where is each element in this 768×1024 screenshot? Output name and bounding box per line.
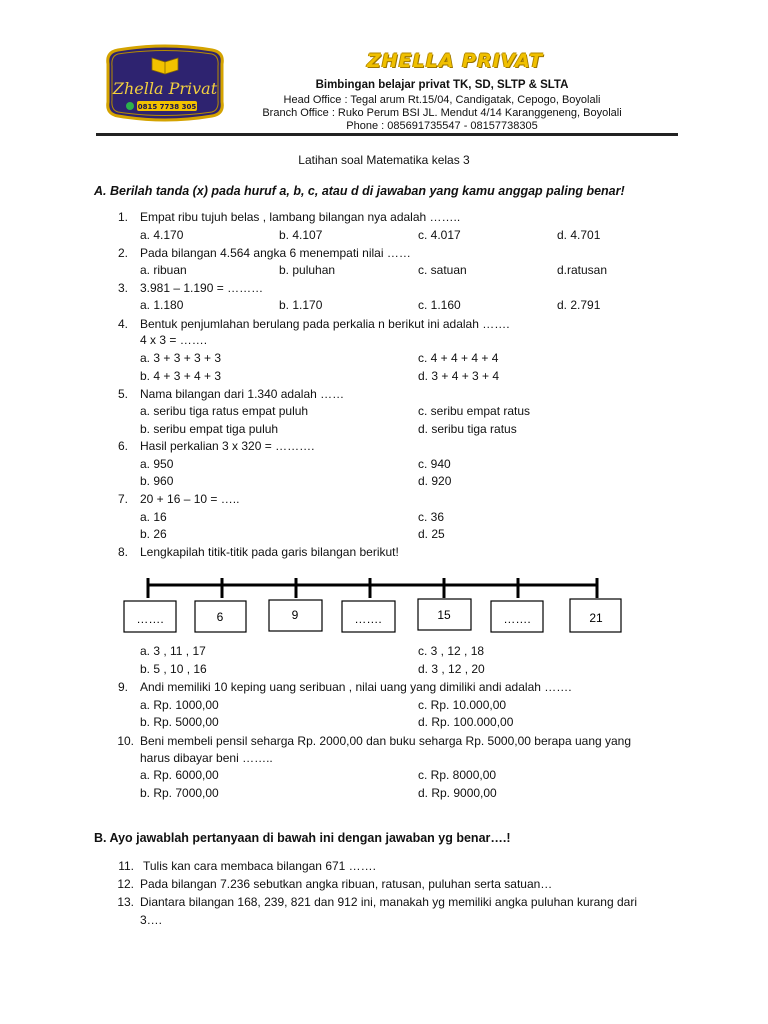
branch-office: Branch Office : Ruko Perum BSI JL. Mendut 4/14 Karanggeneng, Boyolali — [262, 107, 622, 119]
option-d: d. 920 — [418, 474, 452, 488]
number-box-label: ……. — [503, 612, 531, 626]
brand-name: ZHELLA PRIVAT — [366, 50, 544, 72]
option-a: a. ribuan — [140, 263, 187, 277]
option-d: d.ratusan — [557, 263, 608, 277]
question-text: Tulis kan cara membaca bilangan 671 ……. — [143, 859, 377, 873]
option-c: c. 36 — [418, 510, 445, 524]
question-number: 13. — [117, 895, 134, 909]
option-d: d. 3 , 12 , 20 — [418, 662, 485, 676]
question-number: 5. — [117, 387, 128, 401]
header-divider — [96, 133, 678, 136]
option-d: d. Rp. 9000,00 — [418, 786, 497, 800]
question-number: 3. — [117, 281, 128, 295]
question-text: 3.981 – 1.190 = ……… — [140, 281, 264, 295]
option-b: b. Rp. 7000,00 — [140, 786, 219, 800]
option-d: d. 2.791 — [557, 298, 601, 312]
question-number: 4. — [117, 317, 128, 331]
number-line-figure — [120, 574, 630, 636]
option-d: d. seribu tiga ratus — [418, 422, 517, 436]
option-c: c. satuan — [418, 263, 467, 277]
option-b: b. 1.170 — [279, 298, 323, 312]
option-a: a. 16 — [140, 510, 167, 524]
option-a: a. Rp. 6000,00 — [140, 768, 219, 782]
option-a: a. 4.170 — [140, 228, 184, 242]
question-number: 12. — [117, 877, 134, 891]
zhella-privat-logo — [104, 44, 226, 122]
option-c: c. 3 , 12 , 18 — [418, 644, 485, 658]
option-d: d. 3 + 4 + 3 + 4 — [418, 369, 500, 383]
option-a: a. 3 + 3 + 3 + 3 — [140, 351, 222, 365]
number-box-label: 9 — [291, 608, 299, 622]
option-c: c. 940 — [418, 457, 451, 471]
question-text: Andi memiliki 10 keping uang seribuan , nilai uang yang dimiliki andi adalah ……. — [140, 680, 572, 694]
option-c: c. Rp. 8000,00 — [418, 768, 497, 782]
option-b: b. 26 — [140, 527, 167, 541]
question-number: 10. — [117, 734, 134, 748]
question-number: 9. — [117, 680, 128, 694]
number-box-label: 6 — [216, 610, 224, 624]
question-text: Hasil perkalian 3 x 320 = ………. — [140, 439, 315, 453]
option-b: b. 5 , 10 , 16 — [140, 662, 207, 676]
option-b: b. 4 + 3 + 4 + 3 — [140, 369, 222, 383]
number-box-label: ……. — [354, 612, 382, 626]
question-number: 2. — [117, 246, 128, 260]
number-box-label: 15 — [437, 608, 451, 622]
question-text: 20 + 16 – 10 = ….. — [140, 492, 240, 506]
question-number: 6. — [117, 439, 128, 453]
question-text: Bentuk penjumlahan berulang pada perkalia n berikut ini adalah ……. — [140, 317, 510, 331]
option-a: a. 1.180 — [140, 298, 184, 312]
tagline: Bimbingan belajar privat TK, SD, SLTP & SLTA — [315, 79, 569, 91]
section-b-instruction: B. Ayo jawablah pertanyaan di bawah ini dengan jawaban yg benar….! — [94, 831, 511, 845]
question-number: 11. — [118, 859, 134, 873]
question-text: Empat ribu tujuh belas , lambang bilangan nya adalah …….. — [140, 210, 461, 224]
option-c: c. seribu empat ratus — [418, 404, 531, 418]
option-d: d. 4.701 — [557, 228, 601, 242]
number-box-label: 21 — [589, 611, 603, 625]
option-a: a. 950 — [140, 457, 174, 471]
logo-phone: 0815 7738 305 — [137, 103, 197, 111]
question-text: Pada bilangan 4.564 angka 6 menempati nilai …… — [140, 246, 411, 260]
option-a: a. 3 , 11 , 17 — [140, 644, 206, 658]
option-c: c. 1.160 — [418, 298, 461, 312]
option-b: b. Rp. 5000,00 — [140, 715, 219, 729]
option-c: c. Rp. 10.000,00 — [418, 698, 507, 712]
phone-numbers: Phone : 085691735547 - 08157738305 — [346, 120, 538, 132]
question-text: Beni membeli pensil seharga Rp. 2000,00 dan buku seharga Rp. 5000,00 berapa uang yang — [140, 734, 632, 748]
option-c: c. 4.017 — [418, 228, 461, 242]
option-b: b. puluhan — [279, 263, 336, 277]
question-text-line-2: 3…. — [140, 913, 163, 927]
option-b: b. 4.107 — [279, 228, 323, 242]
question-text: Nama bilangan dari 1.340 adalah …… — [140, 387, 345, 401]
option-c: c. 4 + 4 + 4 + 4 — [418, 351, 499, 365]
option-d: d. Rp. 100.000,00 — [418, 715, 514, 729]
option-a: a. Rp. 1000,00 — [140, 698, 219, 712]
question-text: Pada bilangan 7.236 sebutkan angka ribuan, ratusan, puluhan serta satuan… — [140, 877, 553, 891]
worksheet-title: Latihan soal Matematika kelas 3 — [298, 153, 470, 167]
option-d: d. 25 — [418, 527, 445, 541]
logo-text: Zhella Privat — [112, 79, 218, 98]
option-a: a. seribu tiga ratus empat puluh — [140, 404, 309, 418]
question-text: Diantara bilangan 168, 239, 821 dan 912 ini, manakah yg memiliki angka puluhan kurang dari — [140, 895, 637, 909]
question-text: Lengkapilah titik-titik pada garis bilangan berikut! — [140, 545, 399, 559]
question-number: 7. — [117, 492, 128, 506]
option-b: b. seribu empat tiga puluh — [140, 422, 279, 436]
question-number: 8. — [117, 545, 128, 559]
head-office: Head Office : Tegal arum Rt.15/04, Candigatak, Cepogo, Boyolali — [283, 94, 601, 106]
section-a-instruction: A. Berilah tanda (x) pada huruf a, b, c, atau d di jawaban yang kamu anggap paling benar! — [94, 184, 625, 198]
question-text-line-2: harus dibayar beni …….. — [140, 751, 273, 765]
question-number: 1. — [117, 210, 128, 224]
question-text-line-2: 4 x 3 = ……. — [140, 333, 208, 347]
option-b: b. 960 — [140, 474, 174, 488]
number-box-label: ……. — [136, 612, 164, 626]
